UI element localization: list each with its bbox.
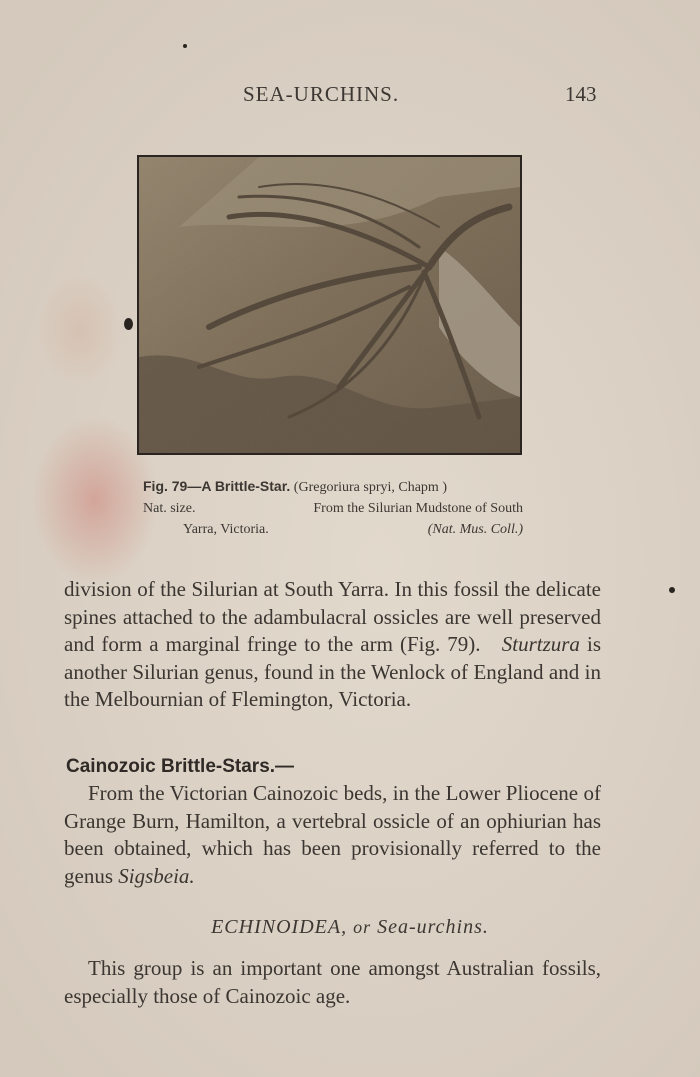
figure-label: Fig. 79—A Brittle-Star.: [143, 478, 291, 494]
size-note: Nat. size.: [143, 501, 196, 516]
subheading-common: Sea-urchins.: [377, 916, 489, 938]
subheading-main: ECHINOIDEA,: [211, 916, 348, 938]
running-title: SEA-URCHINS.: [243, 82, 400, 106]
para1-text: division of the Silurian at South Yarra. In this fossil the delicate spines attached to the adambulacral ossicles are well preserved and form a marginal fringe to the arm (Fig. 79).: [64, 577, 601, 656]
body-paragraph-3: This group is an important one amongst Australian fossils, especially those of Cainozoic age.: [64, 956, 601, 1008]
para1-text-cont: is another Silurian genus, found in the Wenlock of England and in the Melbournian of Flemington, Victoria.: [64, 632, 601, 711]
genus-sturtzura: Sturtzura: [501, 632, 580, 656]
caption-line-3: [143, 519, 523, 540]
caption-title-line: [143, 476, 523, 498]
fossil-photo-illustration: [139, 157, 520, 453]
section-heading: Cainozoic Brittle-Stars.—: [66, 756, 295, 777]
brittle-star-fossil-photo: [137, 155, 522, 455]
ink-speck: [669, 587, 675, 593]
body-paragraph-1: [64, 576, 601, 714]
subheading-connector: or: [353, 917, 372, 937]
echinoidea-subheading: [0, 916, 700, 939]
ink-speck: [124, 318, 133, 330]
ink-speck: [183, 44, 187, 48]
page-number: 143: [565, 82, 597, 106]
caption-line-2: [143, 498, 523, 519]
species-name: (Gregoriura spryi, Chapm ): [293, 480, 447, 495]
body-paragraph-2: [64, 780, 601, 890]
figure-caption: [143, 476, 523, 540]
page-header: [0, 82, 700, 112]
source-text: From the Silurian Mudstone of South: [313, 501, 523, 516]
location-text: Yarra, Victoria.: [183, 522, 269, 537]
genus-sigsbeia: Sigsbeia.: [118, 863, 195, 888]
collection-note: (Nat. Mus. Coll.): [427, 522, 523, 537]
para2-text: From the Victorian Cainozoic beds, in the Lower Pliocene of Grange Burn, Hamilton, a vertebral ossicle of an ophiurian has been obtained, which has been provisionally referred to the genus: [64, 781, 601, 888]
